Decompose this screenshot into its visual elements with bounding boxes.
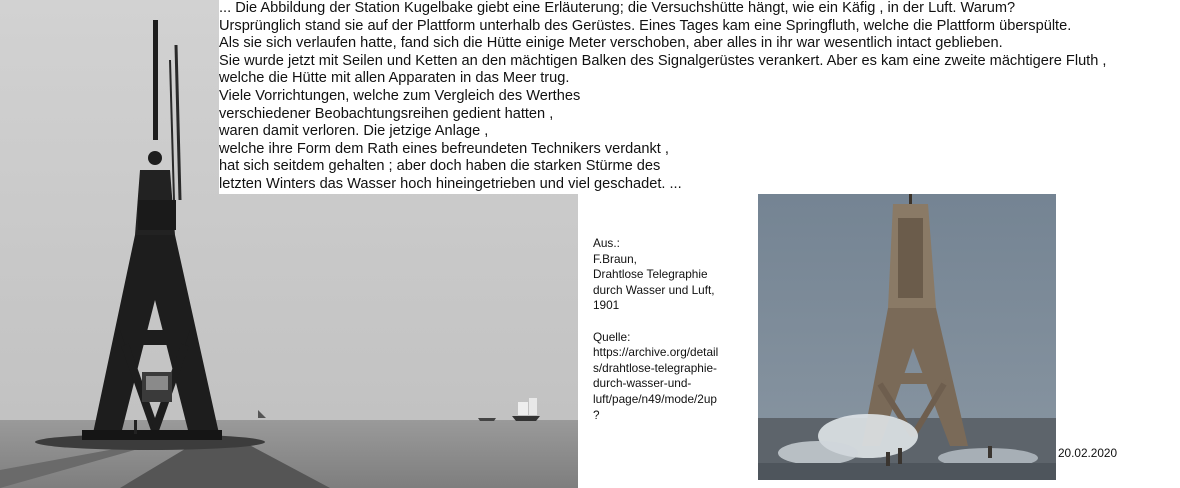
quote-line: Ursprünglich stand sie auf der Plattform unterhalb des Gerüstes. Eines Tages kam eine Springfluth, welche die Plattform überspülte. [219,17,1072,34]
publication-year: 1901 [593,298,620,313]
source-url-line: https://archive.org/detail [593,345,719,360]
source-url-line: luft/page/n49/mode/2up [593,391,717,406]
aus-label: Aus.: [593,236,620,250]
book-title-line: durch Wasser und Luft, [593,282,715,297]
quote-line: Sie wurde jetzt mit Seilen und Ketten an den mächtigen Balken des Signalgerüstes verankert. Aber es kam eine zweite mächtigere Fluth , [219,52,1107,69]
source-url-line: s/drahtlose-telegraphie- [593,360,717,375]
quote-line: waren damit verloren. Die jetzige Anlage , [219,123,489,140]
quote-text-block [219,0,1180,194]
quote-line: ... Die Abbildung der Station Kugelbake giebt eine Erläuterung; die Versuchshütte hängt, wie ein Käfig , in der Luft. Warum? [219,0,1016,16]
quote-line: welche ihre Form dem Rath eines befreundeten Technikers verdankt , [219,140,669,157]
quote-line: welche die Hütte mit allen Apparaten in das Meer trug. [219,70,570,87]
photo-date: 20.02.2020 [1058,446,1118,460]
quote-line: hat sich seitdem gehalten ; aber doch haben die starken Stürme des [219,158,661,175]
quote-line: verschiedener Beobachtungsreihen gedient hatten , [219,105,554,122]
source-citation [593,236,743,423]
quote-line: letzten Winters das Wasser hoch hineingetrieben und viel geschadet. ... [219,175,682,192]
book-title-line: Drahtlose Telegraphie [593,267,708,282]
quote-line: Viele Vorrichtungen, welche zum Vergleich des Werthes [219,87,581,104]
source-url-line: durch-wasser-und- [593,376,692,391]
author: F.Braun, [593,251,637,266]
source-url-line: ? [593,407,600,422]
quote-line: Als sie sich verlaufen hatte, fand sich die Hütte einige Meter verschoben, aber alles in ihr war wesentlich intact geblieben. [219,35,1003,52]
quelle-label: Quelle: [593,329,631,344]
spacer [593,314,743,330]
